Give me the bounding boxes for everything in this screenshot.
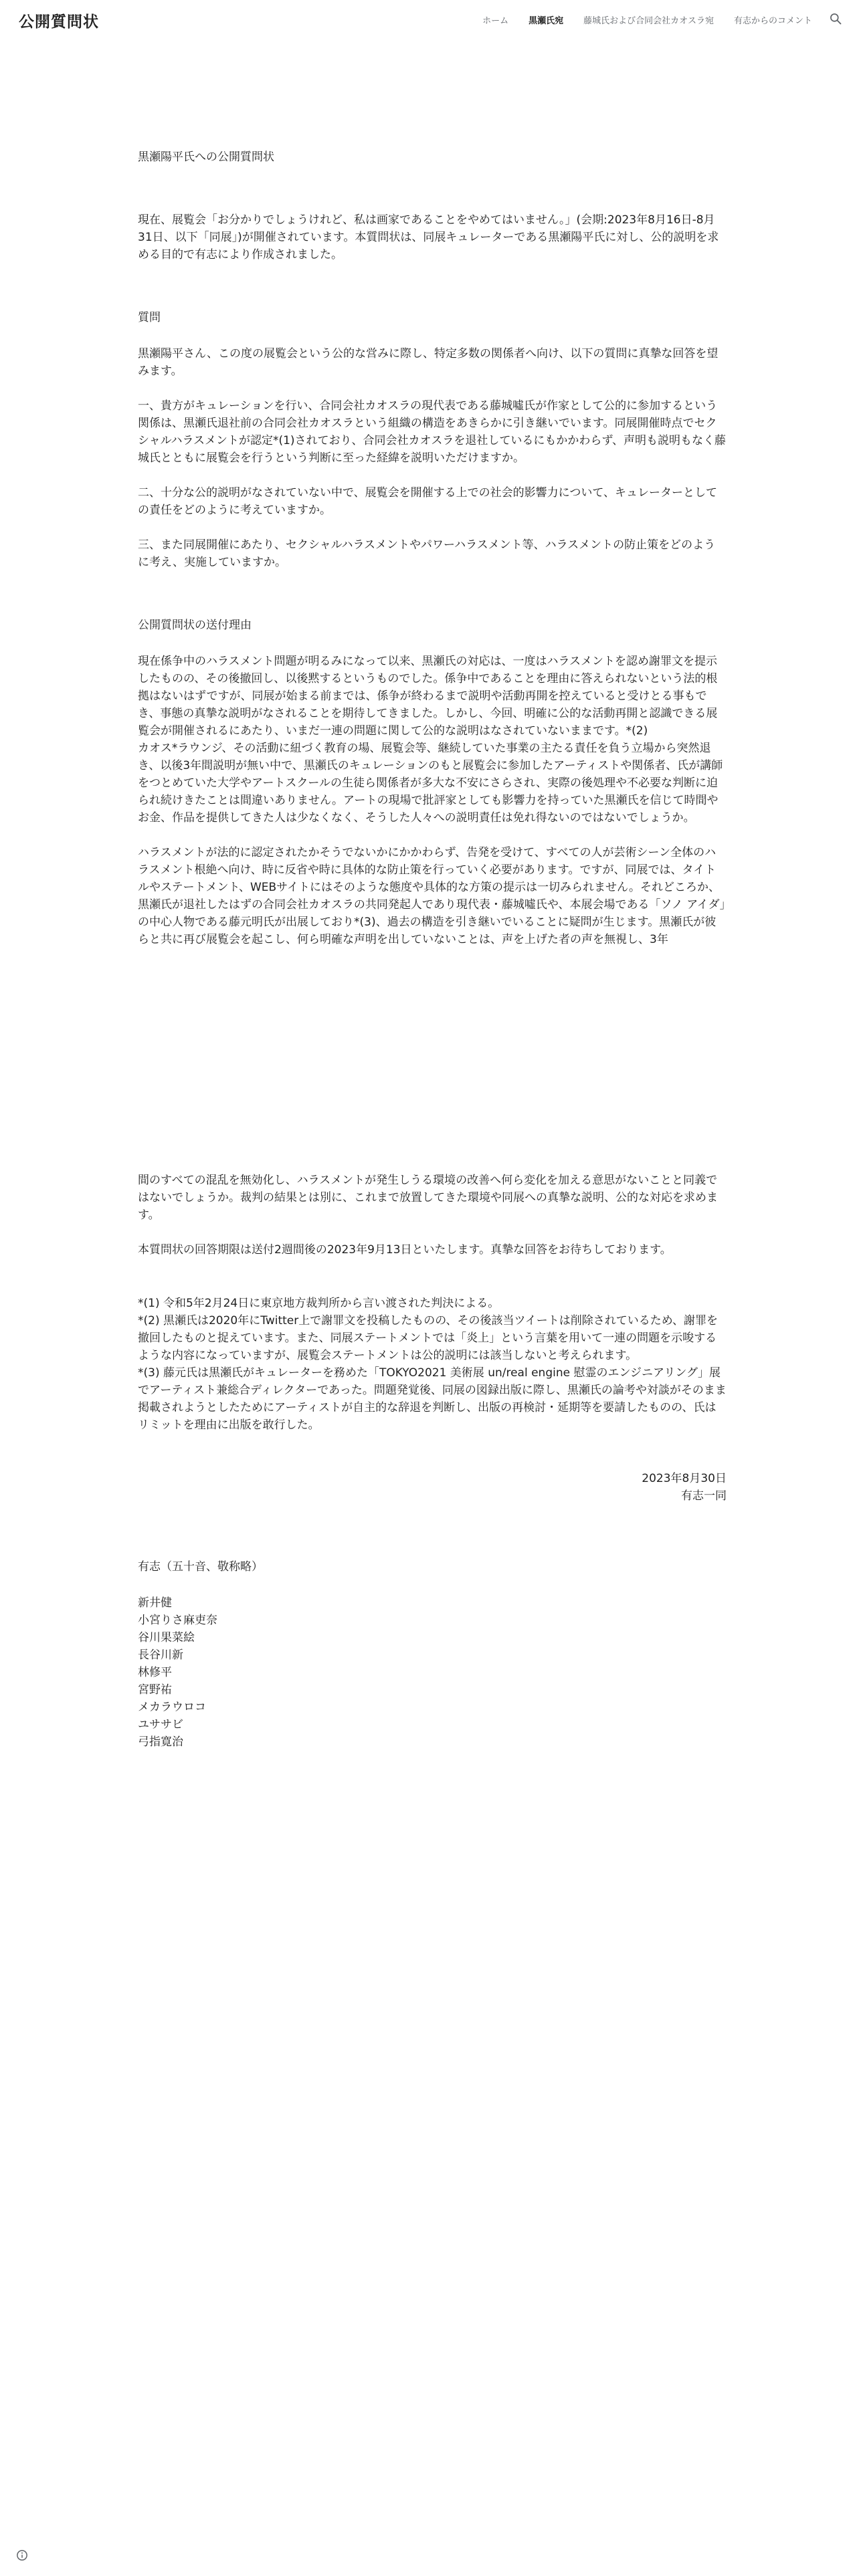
- question-2: 二、十分な公的説明がなされていない中で、展覧会を開催する上での社会的影響力について、キュレーターとしての責任をどのように考えていますか。: [138, 486, 717, 517]
- info-icon[interactable]: [16, 2549, 28, 2561]
- document-date: 2023年8月30日: [642, 1472, 727, 1485]
- nav-home[interactable]: ホーム: [482, 16, 509, 26]
- footnote-1: *(1) 令和5年2月24日に東京地方裁判所から言い渡された判決による。: [138, 1297, 500, 1310]
- nav-kurose[interactable]: 黒瀬氏宛: [529, 16, 564, 26]
- nav-comments[interactable]: 有志からのコメント: [733, 16, 812, 26]
- site-title[interactable]: 公開質問状: [19, 13, 99, 31]
- main-nav: [462, 13, 812, 29]
- document-body: [138, 148, 727, 1751]
- signed-by: 有志一同: [681, 1489, 727, 1503]
- signer-name: 弓指寛治: [138, 1735, 183, 1749]
- footnote-3: *(3) 藤元氏は黒瀬氏がキュレーターを務めた「TOKYO2021 美術展 un/real engine 慰霊のエンジニアリング」展でアーティスト兼総合ディレクターであった。問題発覚後、同展の図録出版に際し、黒瀬氏の論考や対談がそのまま掲載されようとしたためにアーティストが自主的な辞退を判断し、出版の再検討・延期等を要請したものの、氏はリミットを理由に出版を敢行した。: [138, 1366, 727, 1432]
- signers-heading: 有志（五十音、敬称略）: [138, 1560, 263, 1574]
- blank-gap: [138, 948, 727, 1172]
- signer-name: ユササビ: [138, 1718, 183, 1731]
- signer-name: メカラウロコ: [138, 1701, 206, 1714]
- reason-heading: 公開質問状の送付理由: [138, 619, 252, 632]
- footnote-2: *(2) 黒瀬氏は2020年にTwitter上で謝罪文を投稿したものの、その後該当ツイートは削除されているため、謝罪を撤回したものと捉えています。また、同展ステートメントでは「炎上」という言葉を用いて一連の問題を示唆するような内容になっていますが、展覧会ステートメントは公的説明には該当しないと考えられます。: [138, 1314, 719, 1362]
- signers-list: [138, 1594, 727, 1751]
- document-title: 黒瀬陽平氏への公開質問状: [138, 150, 274, 164]
- reason-paragraph-1: 現在係争中のハラスメント問題が明るみになって以来、黒瀬氏の対応は、一度はハラスメントを認め謝罪文を提示したものの、その後撤回し、以後黙するというものでした。係争中であることを理由に答えられないという法的根拠はないはずですが、同展が始まる前までは、係争が終わるまで説明や活動再開を控えていると受けとる事もでき、事態の真摯な説明がなされることを期待してきました。しかし、今回、明確に公的な活動再開と認識できる展覧会が開催されるにあたり、いまだ一連の問題に関して公的な説明はなされていないままです。*(2): [138, 655, 718, 738]
- signer-name: 谷川果菜絵: [138, 1631, 195, 1644]
- questions-lead: 黒瀬陽平さん、この度の展覧会という公的な営みに際し、特定多数の関係者へ向け、以下の質問に真摯な回答を望みます。: [138, 347, 719, 378]
- search-icon[interactable]: [829, 12, 842, 25]
- reason-paragraph-3: 間のすべての混乱を無効化し、ハラスメントが発生しうる環境の改善へ何ら変化を加える意思がないことと同義ではないでしょうか。裁判の結果とは別に、これまで放置してきた環境や同展への真摯な説明、公的な対応を求めます。: [138, 1174, 718, 1222]
- deadline-paragraph: 本質問状の回答期限は送付2週間後の2023年9月13日といたします。真摯な回答をお待ちしております。: [138, 1243, 672, 1257]
- reason-paragraph-2: ハラスメントが法的に認定されたかそうでないかにかかわらず、告発を受けて、すべての人が芸術シーン全体のハラスメント根絶へ向け、時に反省や時に具体的な防止策を行っていく必要があります。ですが、同展では、タイトルやステートメント、WEBサイトにはそのような態度や具体的な方策の提示は一切みられません。それどころか、黒瀬氏が退社したはずの合同会社カオスラの共同発起人であり現代表・藤城噓氏や、本展会場である「ソノ アイダ」の中心人物である藤元明氏が出展しており*(3)、過去の構造を引き継いでいることに疑問が生じます。黒瀬氏が彼らと共に再び展覧会を起こし、何ら明確な声明を出していないことは、声を上げた者の声を無視し、3年: [138, 846, 726, 946]
- signer-name: 林修平: [138, 1666, 172, 1679]
- question-3: 三、また同展開催にあたり、セクシャルハラスメントやパワーハラスメント等、ハラスメントの防止策をどのように考え、実施していますか。: [138, 538, 716, 569]
- site-header: [0, 0, 859, 40]
- nav-fujishiro-chaosra[interactable]: 藤城氏および合同会社カオスラ宛: [583, 16, 714, 26]
- reason-paragraph-1b: カオス*ラウンジ、その活動に紐づく教育の場、展覧会等、継続していた事業の主たる責任を負う立場から突然退き、以後3年間説明が無い中で、黒瀬氏のキュレーションのもと展覧会に参加したアーティストや関係者、氏が講師をつとめていた大学やアートスクールの生徒ら関係者が多大な不安にさらされ、実際の後処理や不必要な判断に迫られ続けきたことは間違いありません。アートの現場で批評家としても影響力を持っていた黒瀬氏を信じて時間やお金、作品を提供してきた人は少なくなく、そうした人々への説明責任は免れ得ないのではないでしょうか。: [138, 742, 723, 825]
- signer-name: 長谷川新: [138, 1648, 183, 1662]
- question-1: 一、貴方がキュレーションを行い、合同会社カオスラの現代表である藤城噓氏が作家として公的に参加するという関係は、黒瀬氏退社前の合同会社カオスラという組織の構造をあきらかに引き継いでいます。同展開催時点でセクシャルハラスメントが認定*(1)されており、合同会社カオスラを退社しているにもかかわらず、声明も説明もなく藤城氏とともに展覧会を行うという判断に至った経緯を説明いただけますか。: [138, 399, 727, 465]
- signer-name: 小宮りさ麻吏奈: [138, 1614, 217, 1627]
- questions-heading: 質問: [138, 311, 161, 324]
- intro-paragraph: 現在、展覧会「お分かりでしょうけれど、私は画家であることをやめてはいません。」(会期:2023年8月16日-8月31日、以下「同展」)が開催されています。本質問状は、同展キュレーターである黒瀬陽平氏に対し、公的説明を求める目的で有志により作成されました。: [138, 213, 719, 261]
- signer-name: 新井健: [138, 1596, 172, 1610]
- signer-name: 宮野祐: [138, 1683, 172, 1697]
